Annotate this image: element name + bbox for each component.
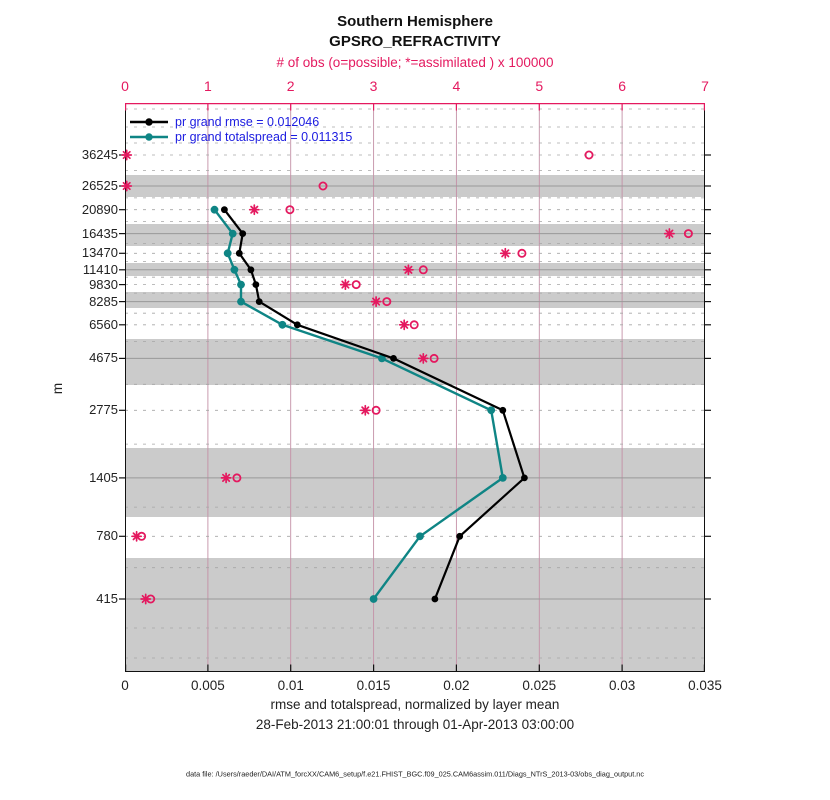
top-axis-tick-label: 0 — [121, 78, 129, 94]
obs-assimilated-marker — [361, 406, 370, 415]
legend-entry-label: pr grand rmse = 0.012046 — [175, 114, 320, 129]
rmse-line-marker — [521, 475, 528, 482]
y-axis-tick-label: 8285 — [89, 293, 118, 309]
y-axis-tick-label: 16435 — [81, 225, 118, 241]
obs-possible-marker — [353, 281, 360, 288]
y-axis-tick-label: 11410 — [82, 261, 118, 277]
totalspread-line-marker — [487, 406, 495, 414]
rmse-line-marker — [221, 206, 228, 213]
y-axis-tick-label: 26525 — [81, 178, 118, 193]
rmse-line-marker — [499, 407, 506, 414]
legend — [130, 114, 352, 144]
top-axis-tick-label: 1 — [203, 78, 212, 94]
top-axis-tick-label: 5 — [535, 78, 544, 94]
x-axis-tick-label: 0.005 — [190, 678, 225, 693]
rmse-line-marker — [236, 250, 243, 257]
y-axis-tick-label: 415 — [96, 591, 118, 606]
top-axis-label: # of obs (o=possible; *=assimilated ) x 100000 — [276, 55, 554, 70]
chart-title-variable: GPSRO_REFRACTIVITY — [329, 33, 501, 50]
obs-assimilated-marker — [372, 297, 381, 306]
x-axis-tick-label: 0 — [121, 678, 129, 693]
y-axis-tick-label: 20890 — [81, 201, 118, 217]
top-axis-tick-label: 2 — [286, 78, 295, 94]
totalspread-line-marker — [231, 266, 239, 274]
shaded-layer-band — [125, 448, 705, 517]
y-axis-label: m — [50, 382, 66, 395]
obs-assimilated-marker — [341, 280, 350, 289]
shaded-layer-band — [125, 558, 705, 672]
data-file-path: data file: /Users/raeder/DAI/ATM_forcXX/CAM6_setup/f.e21.FHIST_BGC.f09_025.CAM6assim.011/Diags_NTrS_2013-03/obs_diag_output.nc — [186, 770, 644, 779]
shaded-layer-band — [125, 292, 705, 308]
rmse-line-marker — [239, 230, 246, 237]
x-axis-tick-label: 0.015 — [356, 678, 391, 693]
obs-assimilated-marker — [400, 320, 409, 329]
obs-assimilated-marker — [419, 354, 428, 363]
y-axis-tick-label: 36245 — [81, 147, 118, 162]
obs-assimilated-marker — [665, 229, 674, 238]
x-axis-tick-label: 0.02 — [443, 678, 470, 693]
obs-assimilated-marker — [122, 181, 131, 190]
y-axis-tick-label: 13470 — [81, 245, 118, 261]
rmse-line-marker — [253, 281, 260, 288]
totalspread-line-marker — [416, 532, 424, 540]
obs-assimilated-marker — [250, 205, 259, 214]
obs-assimilated-marker — [222, 473, 231, 482]
top-axis-tick-label: 7 — [701, 78, 709, 94]
totalspread-line-marker — [237, 281, 245, 289]
x-axis-date-range: 28-Feb-2013 21:00:01 through 01-Apr-2013 03:00:00 — [255, 717, 575, 732]
y-axis-tick-label: 2775 — [89, 402, 118, 418]
legend-marker — [130, 131, 168, 143]
x-axis-tick-label: 0.035 — [688, 678, 722, 693]
y-axis-tick-label: 4675 — [89, 350, 118, 366]
totalspread-line-marker — [499, 474, 507, 482]
totalspread-line-marker — [224, 249, 232, 257]
shaded-layer-band — [125, 339, 705, 385]
rmse-line-marker — [432, 596, 439, 603]
rmse-line-marker — [390, 355, 397, 362]
y-axis-tick-label: 780 — [96, 528, 118, 544]
totalspread-line-marker — [370, 595, 378, 603]
top-axis-tick-label: 4 — [452, 78, 461, 94]
y-axis-tick-label: 9830 — [89, 276, 118, 292]
chart-canvas — [125, 103, 705, 672]
obs-assimilated-marker — [404, 265, 413, 274]
totalspread-line-marker — [229, 230, 237, 238]
totalspread-line-marker — [237, 298, 245, 306]
y-axis-tick-label: 6560 — [89, 316, 118, 332]
chart-title-region: Southern Hemisphere — [337, 13, 493, 30]
y-axis-tick-label: 1405 — [89, 469, 118, 485]
shaded-layer-band — [125, 224, 705, 246]
legend-entry — [130, 129, 352, 144]
totalspread-line-marker — [211, 206, 219, 214]
x-axis-tick-label: 0.01 — [277, 678, 304, 693]
rmse-line-marker — [294, 321, 301, 328]
obs-assimilated-marker — [122, 150, 131, 159]
rmse-line-marker — [456, 533, 463, 540]
obs-assimilated-marker — [501, 249, 510, 258]
x-axis-tick-label: 0.025 — [522, 678, 557, 693]
rmse-line-marker — [248, 266, 255, 273]
x-axis-tick-label: 0.03 — [609, 678, 636, 693]
legend-entry — [130, 114, 352, 129]
top-axis-tick-label: 3 — [369, 78, 378, 94]
legend-marker — [130, 116, 168, 128]
top-axis-tick-label: 6 — [618, 78, 627, 94]
x-axis-label: rmse and totalspread, normalized by layer mean — [270, 697, 560, 712]
legend-entry-label: pr grand totalspread = 0.011315 — [175, 129, 353, 144]
rmse-line-marker — [256, 298, 263, 305]
plot-area — [125, 103, 705, 672]
totalspread-line-marker — [279, 321, 287, 329]
